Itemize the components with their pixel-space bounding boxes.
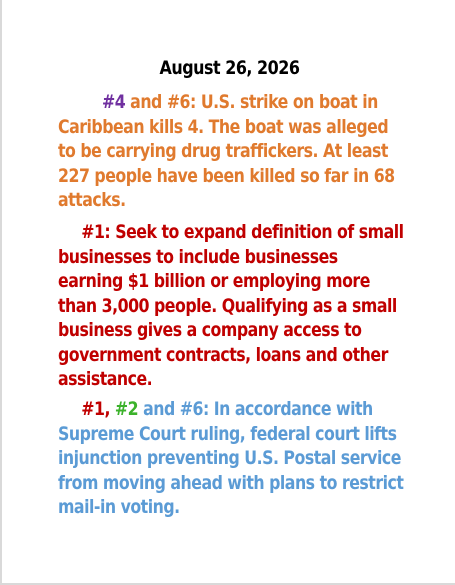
tag-priority-4: #4 — [101, 91, 126, 113]
tag-separator: , — [104, 398, 115, 420]
news-item-boat-strike — [58, 90, 407, 213]
news-item-mail-in-voting-text: and #6: In accordance with Supreme Court ruling, federal court lifts injunction preventing U.S. Postal service from moving ahead with plans to restrict mail-in voting. — [58, 398, 404, 518]
document-date: August 26, 2026 — [159, 57, 300, 79]
news-item-mail-in-voting — [58, 397, 407, 520]
tag-priority-2: #2 — [114, 398, 139, 420]
news-item-small-business — [58, 220, 407, 392]
news-item-boat-strike-text: and #6: U.S. strike on boat in Caribbean kills 4. The boat was alleged to be carrying drug traffickers. At least 227 people have been killed so far in 68 attacks. — [58, 91, 395, 211]
tag-priority-1: #1 — [81, 398, 105, 420]
news-item-small-business-text: #1: Seek to expand definition of small businesses to include businesses earning $1 billion or employing more than 3,000 people. Qualifying as a small business gives a company access to government contracts, loans and other assistance. — [58, 221, 404, 390]
